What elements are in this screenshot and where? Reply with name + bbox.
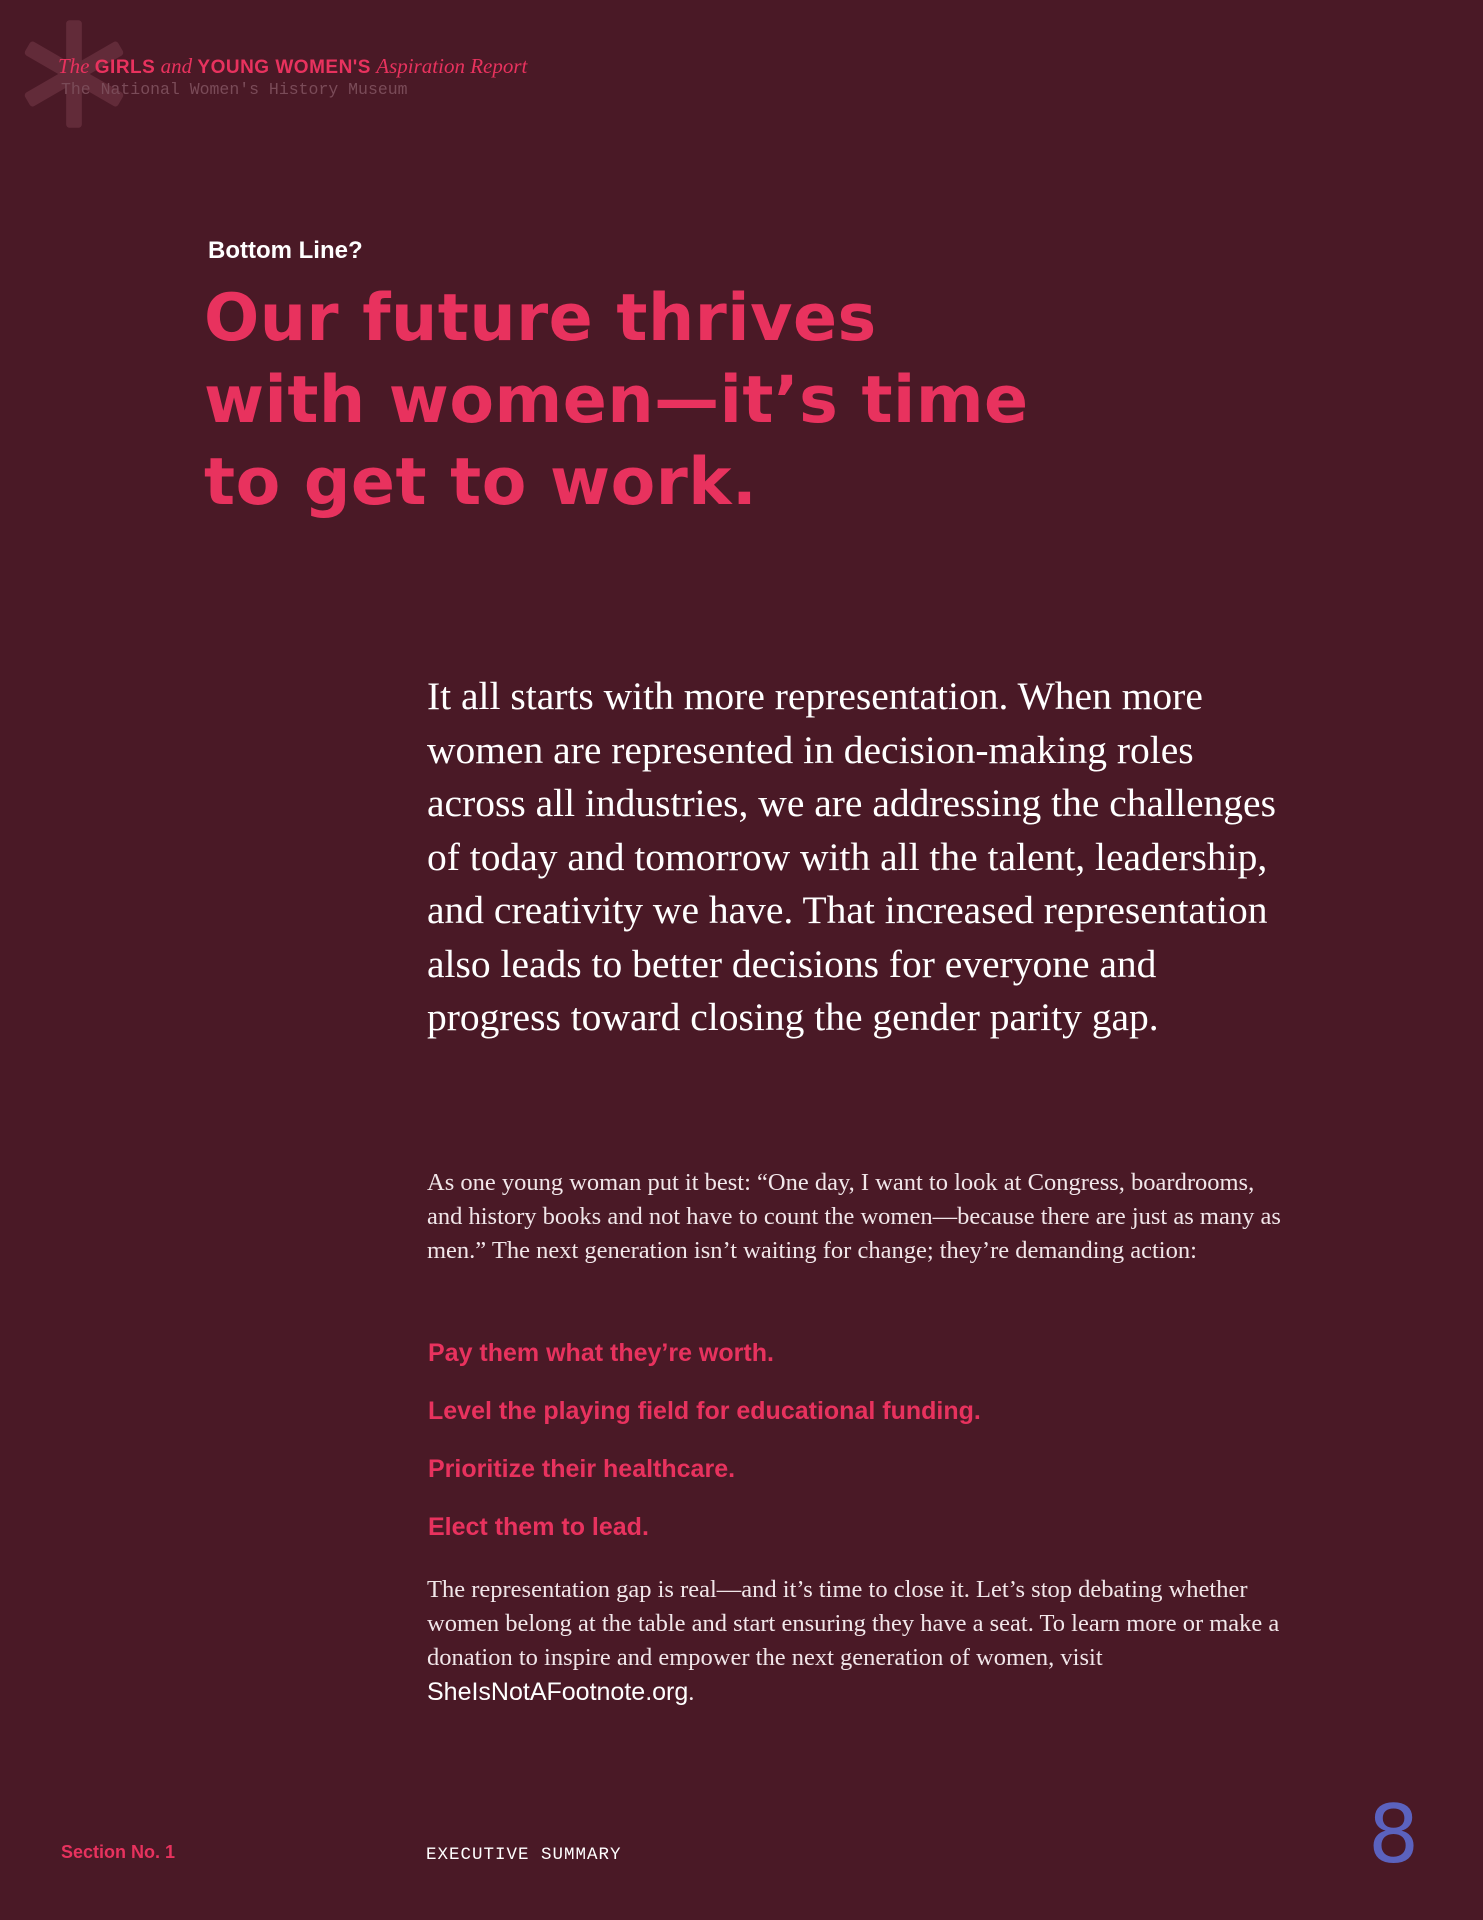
- headline-line-3: to get to work.: [204, 445, 758, 520]
- footer-section-title: EXECUTIVE SUMMARY: [426, 1845, 622, 1865]
- demands-list: [428, 1336, 981, 1568]
- report-title-and: and: [160, 54, 193, 78]
- page-number: 8: [1368, 1788, 1419, 1881]
- headline-line-2: with women—it’s time: [204, 363, 1029, 438]
- demand-item: Prioritize their healthcare.: [428, 1455, 736, 1483]
- demand-item: Pay them what they’re worth.: [428, 1339, 774, 1367]
- demand-item: Level the playing field for educational funding.: [428, 1397, 981, 1425]
- closing-paragraph: [427, 1573, 1287, 1710]
- report-title-aspiration: Aspiration Report: [376, 54, 528, 78]
- closing-text: The representation gap is real—and it’s time to close it. Let’s stop debating whether women belong at the table and start ensuring they have a seat. To learn more or make a donation to inspire and empower the next generation of women, visit: [427, 1576, 1280, 1671]
- quote-paragraph: As one young woman put it best: “One day, I want to look at Congress, boardrooms, and history books and not have to count the women—because there are just as many as men.” The next generation isn’t waiting for change; they’re demanding action:: [427, 1169, 1281, 1264]
- report-title-girls: GIRLS: [94, 57, 156, 78]
- kicker: Bottom Line?: [208, 237, 363, 264]
- org-name: The National Women's History Museum: [61, 80, 408, 99]
- website-link[interactable]: SheIsNotAFootnote.org: [427, 1678, 689, 1706]
- report-title: [58, 54, 527, 79]
- headline: [204, 278, 1104, 524]
- demand-item: Elect them to lead.: [428, 1513, 649, 1541]
- report-title-young-women: YOUNG WOMEN'S: [197, 57, 371, 78]
- footer-section-label: Section No. 1: [61, 1842, 176, 1862]
- lead-paragraph: It all starts with more representation. When more women are represented in decision-making roles across all industries, we are addressing the challenges of today and tomorrow with all the talent, leadership, and creativity we have. That increased representation also leads to better decisions for everyone and progress toward closing the gender parity gap.: [427, 674, 1276, 1039]
- report-title-the: The: [58, 54, 90, 78]
- closing-period: .: [688, 1679, 695, 1706]
- headline-line-1: Our future thrives: [204, 281, 877, 356]
